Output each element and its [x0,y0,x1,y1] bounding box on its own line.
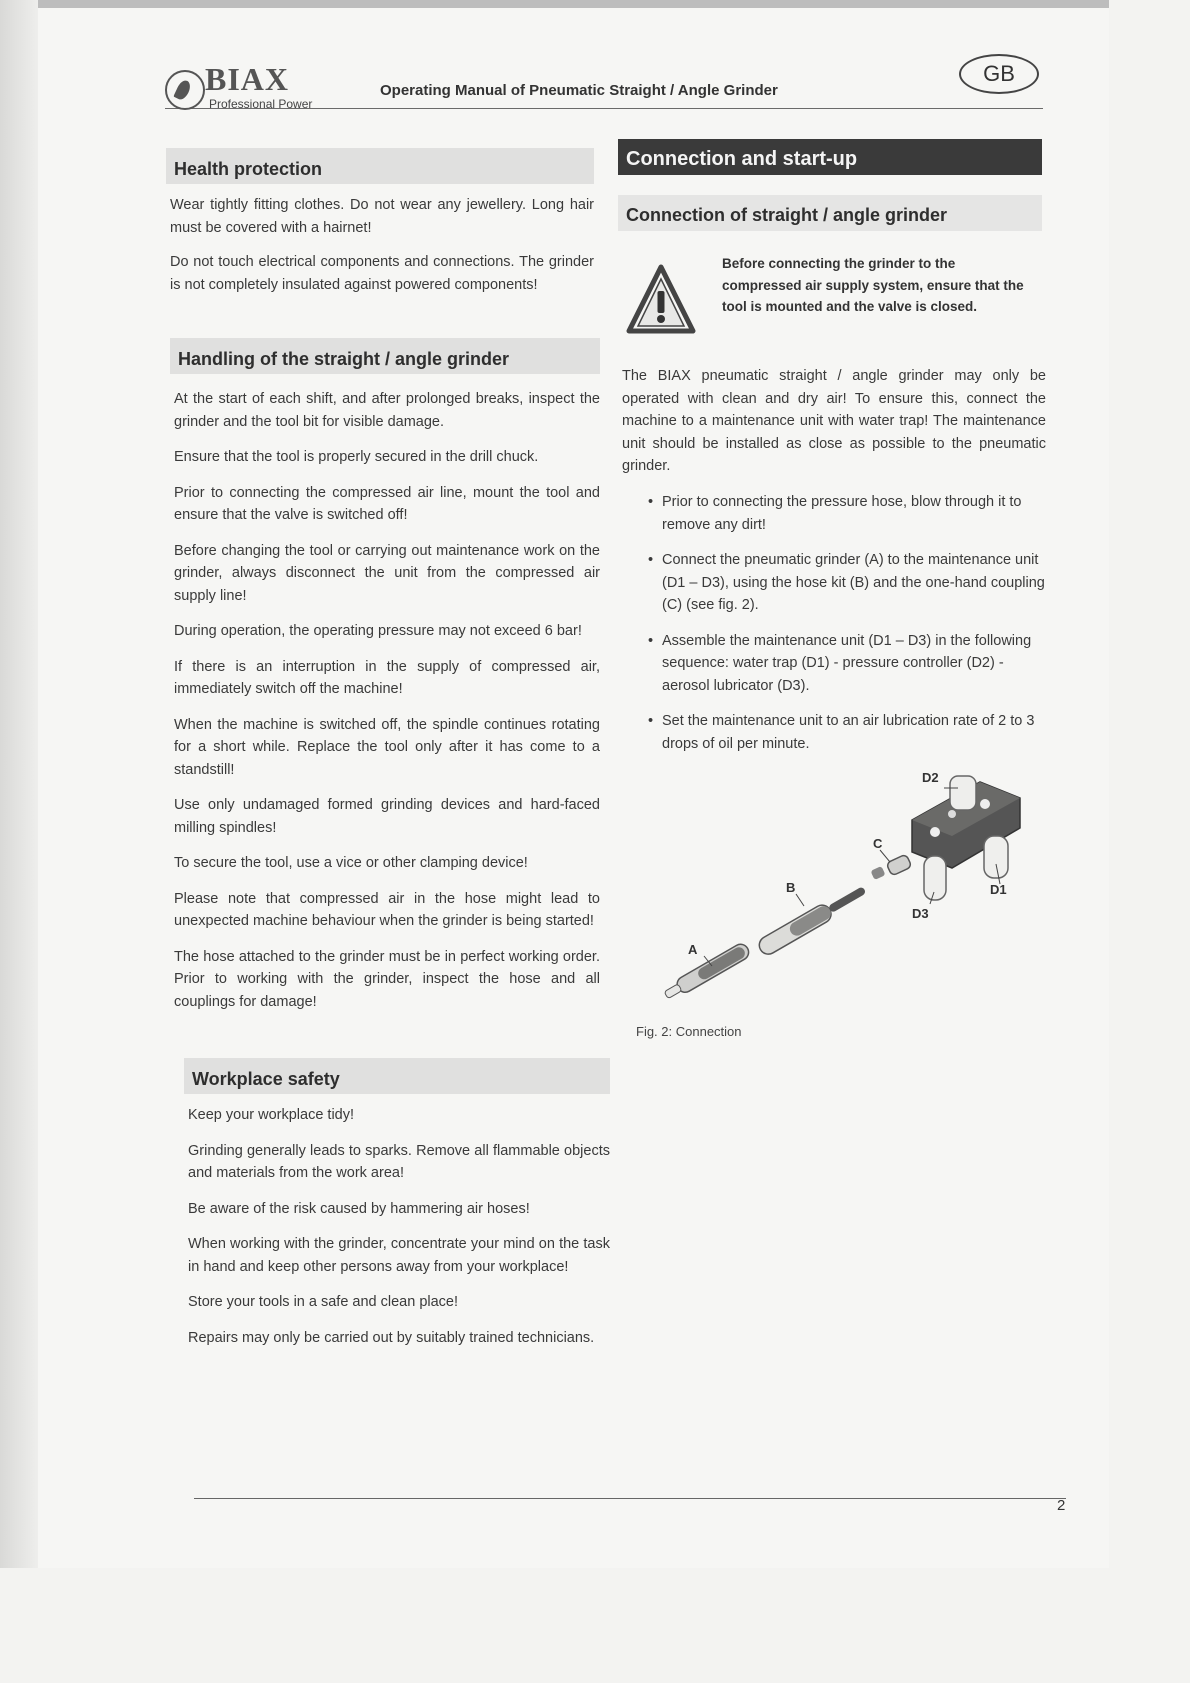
workplace-paragraph: Be aware of the risk caused by hammering air hoses! [188,1200,530,1217]
handling-paragraph: Ensure that the tool is properly secured in the drill chuck. [174,449,539,465]
scan-border-left [0,0,38,1568]
label-a: A [688,942,698,957]
handling-section [170,338,600,1013]
warning-text: Before connecting the grinder to the compressed air supply system, ensure that the tool is mounted and the valve is closed. [722,256,1024,314]
health-paragraph: Wear tightly fitting clothes. Do not wear any jewellery. Long hair must be covered with a hairnet! [170,197,594,236]
grinder-a-drawing [662,941,751,1002]
handling-heading: Handling of the straight / angle grinder [170,338,600,374]
connection-step: • Prior to connecting the pressure hose, blow through it to remove any dirt! [618,491,1052,536]
handling-paragraph: During operation, the operating pressure may not exceed 6 bar! [174,623,582,639]
workplace-section [184,1058,610,1349]
figure-caption: Fig. 2: Connection [636,1024,742,1039]
connection-steps [618,491,1052,755]
handling-paragraph: At the start of each shift, and after prolonged breaks, inspect the grinder and the tool bit for visible damage. [174,391,600,430]
connection-subheading: Connection of straight / angle grinder [618,195,1042,231]
page-number: 2 [1057,1497,1066,1514]
workplace-paragraph: Store your tools in a safe and clean place! [188,1294,459,1310]
label-d1: D1 [990,882,1007,897]
language-badge: GB [959,54,1039,94]
workplace-paragraph: Repairs may only be carried out by suitably trained technicians. [188,1329,595,1346]
connection-intro: The BIAX pneumatic straight / angle grinder may only be operated with clean and dry air! To ensure this, connect the machine to a maintenance unit with water trap! The maintenance unit should be installed as close as possible to the pneumatic grinder. [622,368,1046,474]
handling-paragraph: To secure the tool, use a vice or other clamping device! [174,855,528,871]
handling-paragraph: The hose attached to the grinder must be in perfect working order. Prior to working with the grinder, inspect the hose and all couplings for damage! [174,948,600,1010]
connection-heading: Connection and start-up [618,139,1042,175]
connection-step: • Set the maintenance unit to an air lubrication rate of 2 to 3 drops of oil per minute. [618,710,1052,755]
biax-logo [165,61,335,111]
warning-triangle-icon [626,263,696,335]
handling-paragraph: Use only undamaged formed grinding devices and hard-faced milling spindles! [174,797,600,836]
handling-paragraph: When the machine is switched off, the spindle continues rotating for a short while. Replace the tool only after it has come to a standstill! [174,716,600,778]
workplace-heading: Workplace safety [184,1058,610,1094]
connection-section [618,139,1046,752]
brand-tagline: Professional Power [209,97,313,111]
health-paragraph: Do not touch electrical components and connections. The grinder is not completely insulated against powered components! [170,254,594,293]
biax-logo-icon [165,70,205,110]
connection-figure [640,768,1040,1018]
document-title: Operating Manual of Pneumatic Straight / Angle Grinder [380,82,778,99]
handling-paragraph: Prior to connecting the compressed air line, mount the tool and ensure that the valve is switched off! [174,484,600,523]
health-heading: Health protection [166,148,594,184]
label-d3: D3 [912,906,929,921]
label-d2: D2 [922,770,939,785]
label-c: C [873,836,883,851]
page-header [165,62,1043,109]
workplace-paragraph: Grinding generally leads to sparks. Remove all flammable objects and materials from the work area! [188,1142,610,1181]
connection-step: • Assemble the maintenance unit (D1 – D3) in the following sequence: water trap (D1) - pressure controller (D2) - aerosol lubricator (D3). [618,630,1052,698]
health-section [166,148,594,296]
workplace-paragraph: Keep your workplace tidy! [188,1107,355,1123]
connection-step: • Connect the pneumatic grinder (A) to the maintenance unit (D1 – D3), using the hose kit (B) and the one-hand coupling (C) (see fig. 2). [618,549,1052,617]
coupling-c-drawing [870,854,911,880]
handling-paragraph: Before changing the tool or carrying out maintenance work on the grinder, always disconnect the unit from the compressed air supply line! [174,542,600,604]
hose-kit-b-drawing [756,882,869,958]
handling-paragraph: If there is an interruption in the supply of compressed air, immediately switch off the machine! [174,658,600,697]
footer-rule [194,1498,1066,1499]
handling-paragraph: Please note that compressed air in the hose might lead to unexpected machine behaviour when the grinder is being started! [174,890,600,929]
workplace-paragraph: When working with the grinder, concentrate your mind on the task in hand and keep other persons away from your workplace! [188,1236,610,1275]
label-b: B [786,880,796,895]
brand-name: BIAX [205,61,290,97]
